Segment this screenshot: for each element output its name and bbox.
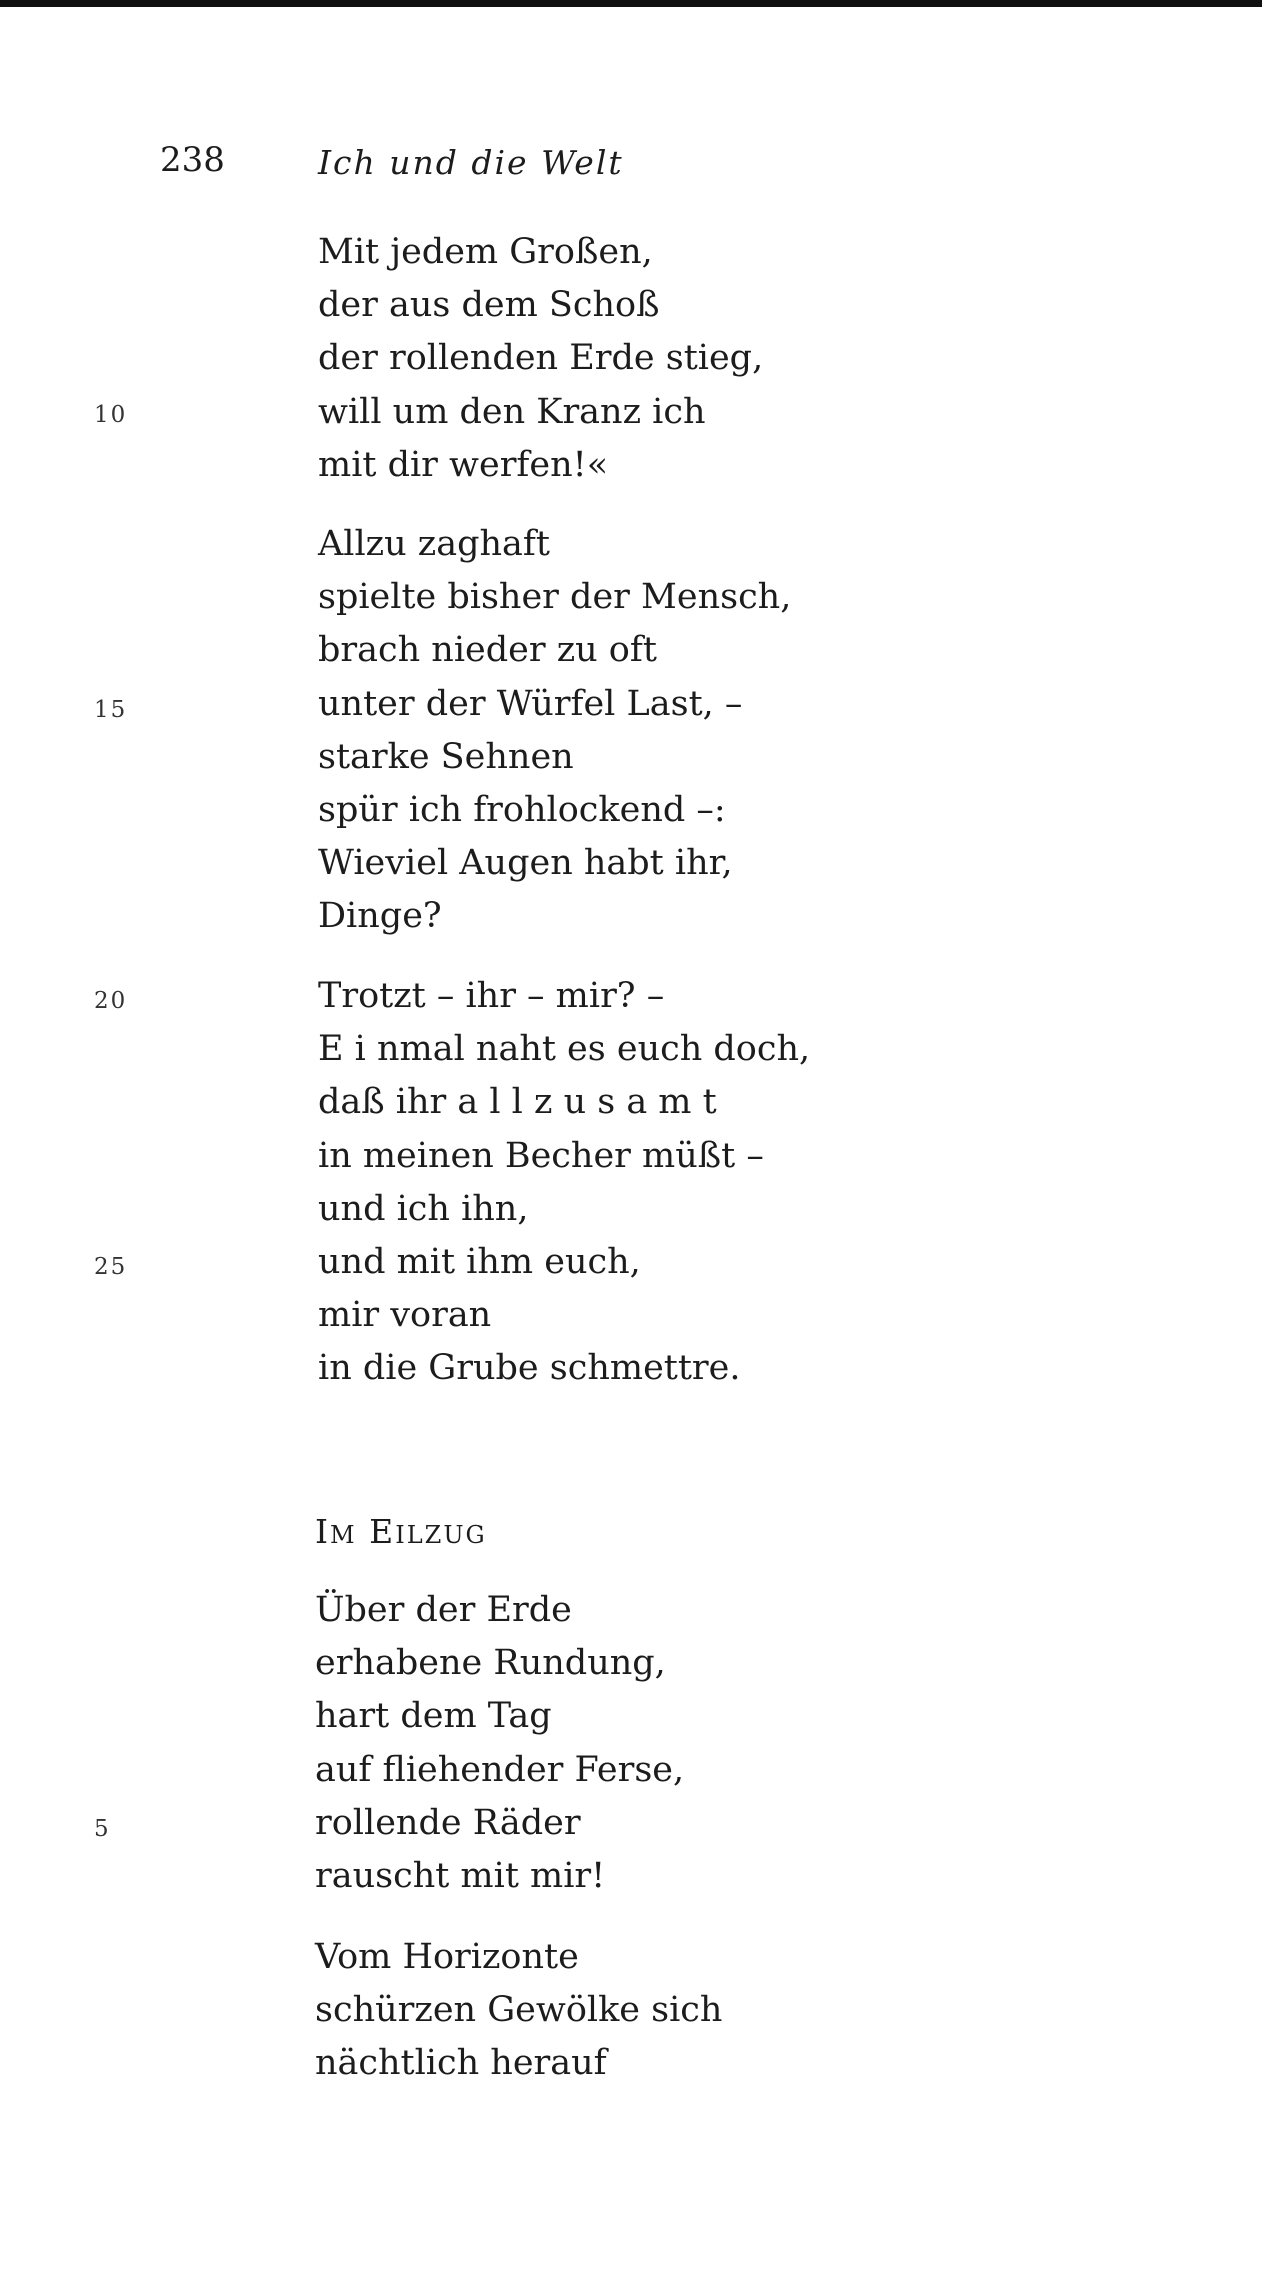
verse-line: hart dem Tag [315, 1696, 552, 1737]
verse-line: mit dir werfen!« [318, 444, 609, 485]
line-number: 15 [94, 697, 128, 723]
stanza [318, 518, 791, 944]
verse-line: der aus dem Schoß [318, 285, 660, 326]
verse-line: brach nieder zu oft [318, 630, 657, 671]
poem-title [315, 1512, 487, 1551]
stanza [318, 970, 810, 1396]
running-title: Ich und die Welt [318, 143, 624, 182]
line-number: 20 [94, 988, 128, 1014]
title-small-caps: M [330, 1521, 357, 1549]
verse-line: Wieviel Augen habt ihr, [318, 843, 733, 884]
verse-line: spür ich frohlockend –: [318, 789, 726, 830]
title-capital: I [315, 1512, 331, 1551]
verse-line: Dinge? [318, 896, 442, 937]
verse-line: mir voran [318, 1295, 492, 1336]
verse-line: daß ihr a l l z u s a m t [318, 1082, 717, 1123]
page-number: 238 [160, 140, 225, 180]
verse-line: spielte bisher der Mensch, [318, 577, 792, 618]
line-number: 5 [94, 1816, 111, 1842]
verse-line: Mit jedem Großen, [318, 232, 653, 272]
verse-line: Vom Horizonte [315, 1937, 579, 1977]
verse-line: Über der Erde [315, 1590, 572, 1630]
verse-line: rollende Räder [315, 1802, 581, 1843]
verse-line: und ich ihn, [318, 1188, 529, 1229]
verse-line: Allzu zaghaft [318, 524, 550, 564]
title-small-caps: ILZUG [395, 1521, 487, 1549]
verse-line: der rollenden Erde stieg, [318, 338, 764, 379]
line-number: 10 [94, 402, 128, 428]
verse-line: Trotzt – ihr – mir? – [318, 976, 665, 1016]
stanza [315, 1584, 684, 1903]
title-capital: E [369, 1512, 396, 1551]
stanza [318, 226, 763, 492]
verse-line: und mit ihm euch, [318, 1241, 641, 1282]
stanza [315, 1931, 722, 2091]
verse-line: schürzen Gewölke sich [315, 1990, 723, 2031]
verse-line: in meinen Becher müßt – [318, 1135, 764, 1176]
scan-top-edge [0, 0, 1262, 7]
verse-line: unter der Würfel Last, – [318, 683, 743, 724]
verse-line: auf fliehender Ferse, [315, 1749, 685, 1790]
verse-line: nächtlich herauf [315, 2043, 607, 2084]
verse-line: in die Grube schmettre. [318, 1348, 741, 1389]
verse-line: erhabene Rundung, [315, 1643, 666, 1684]
verse-line: starke Sehnen [318, 736, 574, 777]
line-number: 25 [94, 1254, 128, 1280]
verse-line: will um den Kranz ich [318, 391, 706, 432]
verse-line: rauscht mit mir! [315, 1855, 606, 1896]
verse-line: E i nmal naht es euch doch, [318, 1029, 811, 1070]
